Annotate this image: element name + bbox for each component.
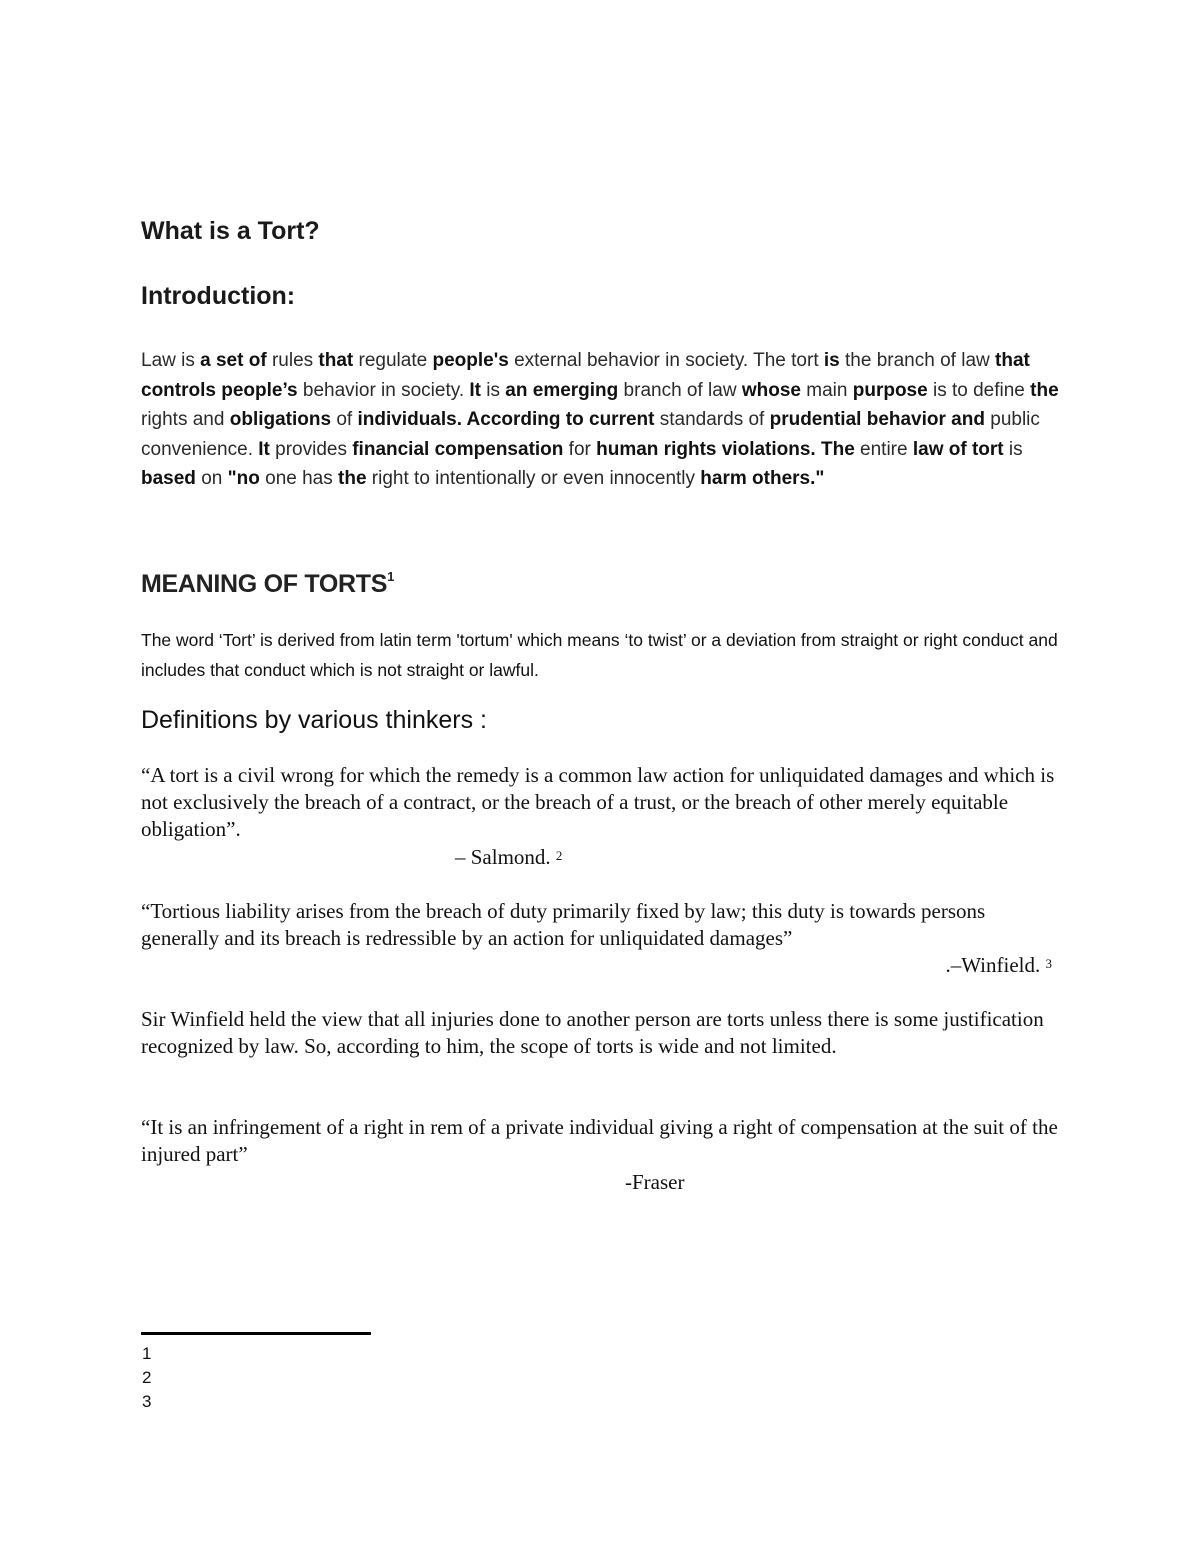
intro-bold-segment: an emerging <box>505 379 619 401</box>
page-title: What is a Tort? <box>141 217 320 245</box>
winfield-view-paragraph: Sir Winfield held the view that all injuries done to another person are torts unless there is some justification recognized by law. So, according to him, the scope of torts is wide and not limited. <box>141 1007 1044 1058</box>
intro-text-segment: is <box>481 379 506 401</box>
intro-bold-segment: that <box>318 350 354 371</box>
fraser-quote: “It is an infringement of a right in rem of a private individual giving a right of compensation at the suit of the injured part” <box>141 1115 1058 1166</box>
intro-text-segment: provides <box>269 438 353 460</box>
intro-bold-segment: the <box>1030 379 1059 401</box>
footnote-3: 3 <box>142 1392 152 1411</box>
intro-bold-segment: purpose <box>852 379 928 401</box>
footnote-1: 1 <box>142 1344 152 1363</box>
winfield-quote: “Tortious liability arises from the breach of duty primarily fixed by law; this duty is towards persons generally and its breach is redressible by an action for unliquidated damages” <box>141 899 986 950</box>
footnote-separator <box>141 1332 371 1335</box>
intro-bold-segment: a set of <box>200 350 267 371</box>
intro-text-segment: behavior in society. <box>297 379 470 401</box>
intro-text-segment: is to define <box>927 379 1031 401</box>
intro-bold-segment: obligations <box>229 409 332 430</box>
intro-bold-segment: "no <box>227 468 260 489</box>
intro-text-segment: rights and <box>141 409 230 430</box>
intro-text-segment: standards of <box>654 409 770 430</box>
definitions-heading: Definitions by various thinkers : <box>141 706 487 734</box>
intro-bold-segment: law of tort <box>912 438 1004 460</box>
intro-bold-segment: is <box>823 350 840 371</box>
intro-text-segment: on <box>195 468 228 489</box>
meaning-paragraph: The word ‘Tort’ is derived from latin term 'tortum' which means ‘to twist’ or a deviation from straight or right conduct and includes that conduct which is not straight or lawful. <box>141 630 1058 680</box>
winfield-attribution <box>945 952 1052 979</box>
intro-bold-segment: It <box>469 379 482 401</box>
footnote-2: 2 <box>142 1368 152 1387</box>
footnote-ref-1[interactable]: 1 <box>387 568 395 584</box>
introduction-heading: Introduction: <box>141 282 296 310</box>
intro-bold-segment: individuals. According to current <box>357 409 655 430</box>
salmond-quote: “A tort is a civil wrong for which the remedy is a common law action for unliquidated damages and which is not exclusively the breach of a contract, or the breach of a trust, or the breach of other merely equitable obligation”. <box>141 763 1055 841</box>
intro-text-segment: branch of law <box>618 379 742 401</box>
meaning-heading-text: MEANING OF TORTS <box>141 570 388 598</box>
introduction-paragraph <box>141 346 1061 494</box>
intro-bold-segment: harm others." <box>700 468 825 489</box>
footnote-ref-2[interactable]: 2 <box>555 848 563 863</box>
footnote-ref-3[interactable]: 3 <box>1045 956 1052 971</box>
intro-bold-segment: based <box>141 468 196 489</box>
intro-text-segment: for <box>563 438 597 460</box>
intro-bold-segment: human rights violations. The <box>596 438 855 460</box>
intro-text-segment: of <box>331 409 358 430</box>
intro-text-segment: public convenience. <box>141 409 1040 460</box>
intro-text-segment: main <box>800 379 853 401</box>
meaning-heading <box>141 570 394 599</box>
winfield-name: .–Winfield. <box>945 953 1041 977</box>
salmond-name: – Salmond. <box>455 845 551 869</box>
intro-bold-segment: the <box>338 468 367 489</box>
intro-text-segment: external behavior in society. The tort <box>508 350 824 371</box>
intro-text-segment: right to intentionally or even innocently <box>366 468 701 489</box>
intro-text-segment: is <box>1003 438 1023 460</box>
intro-text-segment: rules <box>266 350 319 371</box>
fraser-attribution: -Fraser <box>625 1170 685 1194</box>
intro-text-segment: entire <box>854 438 913 460</box>
intro-bold-segment: that controls people’s <box>141 350 1030 401</box>
intro-text-segment: Law is <box>141 350 201 371</box>
intro-bold-segment: people's <box>432 350 509 371</box>
intro-text-segment: regulate <box>353 350 433 371</box>
intro-bold-segment: whose <box>741 379 801 401</box>
intro-bold-segment: It <box>258 438 270 460</box>
salmond-attribution <box>455 844 562 871</box>
intro-text-segment: one has <box>259 468 339 489</box>
intro-bold-segment: prudential behavior and <box>769 409 985 430</box>
intro-text-segment: the branch of law <box>839 350 996 371</box>
intro-bold-segment: financial compensation <box>352 438 564 460</box>
